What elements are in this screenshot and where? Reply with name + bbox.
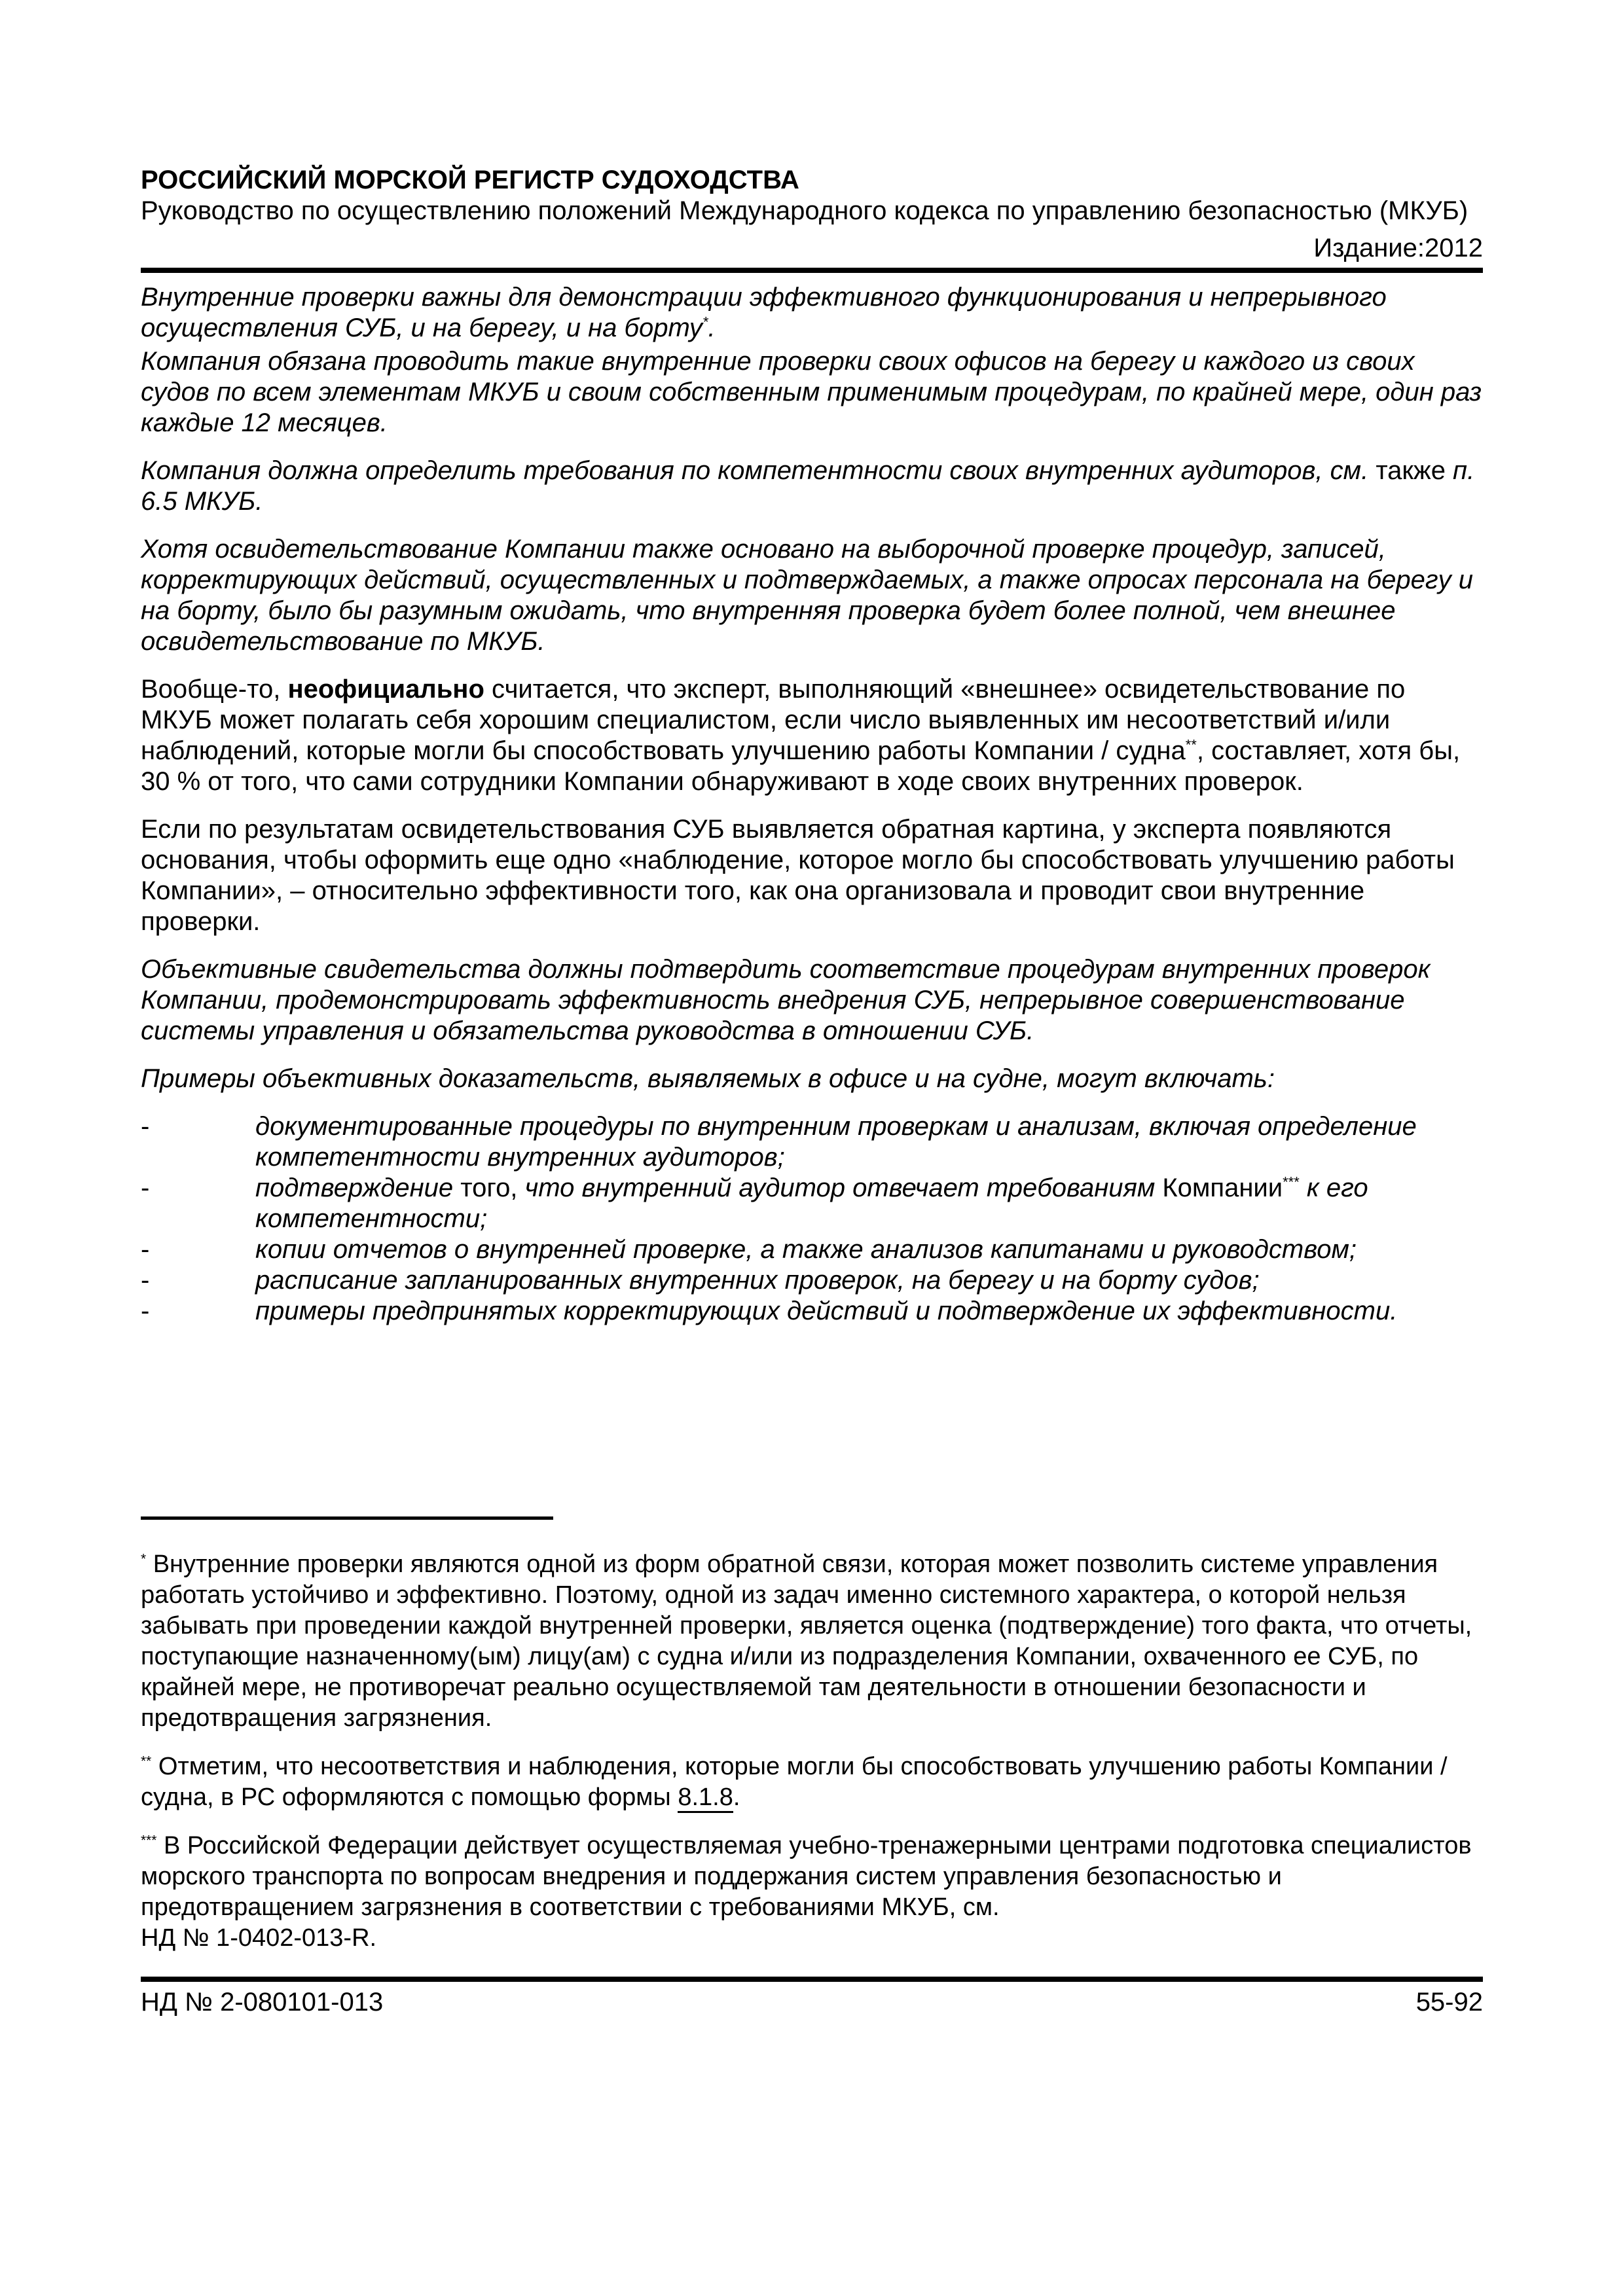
list-item-text: примеры предпринятых корректирующих действий и подтверждение их эффективности. bbox=[255, 1297, 1398, 1325]
body-paragraph: Компания должна определить требования по компетентности своих внутренних аудиторов, см. также п. 6.5 МКУБ. bbox=[141, 456, 1475, 516]
list-item-text: подтверждение того, что внутренний аудитор отвечает требованиям Компании*** к его компетентности; bbox=[255, 1174, 1368, 1233]
doc-number: НД № 2-080101-013 bbox=[141, 1988, 384, 2017]
body-paragraph: Примеры объективных доказательств, выявляемых в офисе и на судне, могут включать: bbox=[141, 1064, 1275, 1093]
footer-rule bbox=[141, 1977, 1483, 1982]
body-paragraph: Объективные свидетельства должны подтвердить соответствие процедурам внутренних проверок Компании, продемонстрировать эффективность внедрения СУБ, непрерывное совершенствование системы управления и обязательства руководства в отношении СУБ. bbox=[141, 955, 1431, 1045]
body-paragraph: Если по результатам освидетельствования СУБ выявляется обратная картина, у эксперта появляются основания, чтобы оформить еще одно «наблюдение, которое могло бы способствовать улучшению работы Компании», – относительно эффективности того, как она организовала и проводит свои внутренние проверки. bbox=[141, 815, 1455, 936]
list-item bbox=[141, 1234, 1483, 1265]
doc-title: Руководство по осуществлению положений Международного кодекса по управлению безопасностью (МКУБ) bbox=[141, 196, 1468, 225]
org-name: РОССИЙСКИЙ МОРСКОЙ РЕГИСТР СУДОХОДСТВА bbox=[141, 166, 799, 194]
list-item-text: копии отчетов о внутренней проверке, а также анализов капитанами и руководством; bbox=[255, 1235, 1357, 1264]
footnote-separator bbox=[141, 1516, 553, 1520]
document-body bbox=[141, 282, 1483, 1327]
body-paragraph: Компания обязана проводить такие внутренние проверки своих офисов на берегу и каждого из своих судов по всем элементам МКУБ и своим собственным применимым процедурам, по крайней мере, один раз каждые 12 месяцев. bbox=[141, 347, 1482, 437]
dash-bullet-marker: - bbox=[141, 1112, 150, 1141]
dash-bullet-marker: - bbox=[141, 1174, 150, 1202]
list-item bbox=[141, 1296, 1483, 1327]
body-paragraph: Внутренние проверки важны для демонстрации эффективного функционирования и непрерывного осуществления СУБ, и на берегу, и на борту*. bbox=[141, 283, 1387, 342]
list-item-text: документированные процедуры по внутренним проверкам и анализам, включая определение компетентности внутренних аудиторов; bbox=[255, 1112, 1417, 1172]
header-rule bbox=[141, 268, 1483, 273]
list-item-text: расписание запланированных внутренних проверок, на берегу и на борту судов; bbox=[255, 1266, 1260, 1295]
list-item bbox=[141, 1173, 1483, 1234]
footnote: *** В Российской Федерации действует осуществляемая учебно-тренажерными центрами подготовка специалистов морского транспорта по вопросам внедрения и поддержания систем управления безопасностью и предотвращением загрязнения в соответствии с требованиями МКУБ, см. НД № 1-0402-013-R. bbox=[141, 1832, 1472, 1952]
page-footer bbox=[141, 1977, 1483, 2018]
evidence-examples-list bbox=[141, 1111, 1483, 1327]
footnote: * Внутренние проверки являются одной из форм обратной связи, которая может позволить системе управления работать устойчиво и эффективно. Поэтому, одной из задач именно системного характера, о которой нельзя забывать при проведении каждой внутренней проверки, является оценка (подтверждение) того факта, что отчеты, поступающие назначенному(ым) лицу(ам) с судна и/или из подразделения Компании, охваченного ее СУБ, по крайней мере, не противоречат реально осуществляемой там деятельности в отношении безопасности и предотвращения загрязнения. bbox=[141, 1551, 1472, 1732]
dash-bullet-marker: - bbox=[141, 1266, 150, 1295]
page-header bbox=[141, 165, 1483, 273]
list-item bbox=[141, 1111, 1483, 1173]
page-number: 55-92 bbox=[1415, 1988, 1483, 2017]
dash-bullet-marker: - bbox=[141, 1235, 150, 1264]
body-paragraph: Вообще-то, неофициально считается, что эксперт, выполняющий «внешнее» освидетельствование по МКУБ может полагать себя хорошим специалистом, если число выявленных им несоответствий и/или наблюдений, которые могли бы способствовать улучшению работы Компании / судна**, составляет, хотя бы, 30 % от того, что сами сотрудники Компании обнаруживают в ходе своих внутренних проверок. bbox=[141, 675, 1461, 796]
footnotes-section bbox=[141, 1516, 1483, 1954]
footer-row bbox=[141, 1987, 1483, 2018]
edition-label: Издание:2012 bbox=[1313, 234, 1483, 262]
list-item bbox=[141, 1265, 1483, 1296]
body-paragraph: Хотя освидетельствование Компании также основано на выборочной проверке процедур, записей, корректирующих действий, осуществленных и подтверждаемых, а также опросах персонала на берегу и на борту, было бы разумным ожидать, что внутренняя проверка будет более полной, чем внешнее освидетельствование по МКУБ. bbox=[141, 535, 1473, 656]
footnote: ** Отметим, что несоответствия и наблюдения, которые могли бы способствовать улучшению работы Компании / судна, в РС оформляются с помощью формы 8.1.8. bbox=[141, 1751, 1483, 1813]
dash-bullet-marker: - bbox=[141, 1297, 150, 1325]
